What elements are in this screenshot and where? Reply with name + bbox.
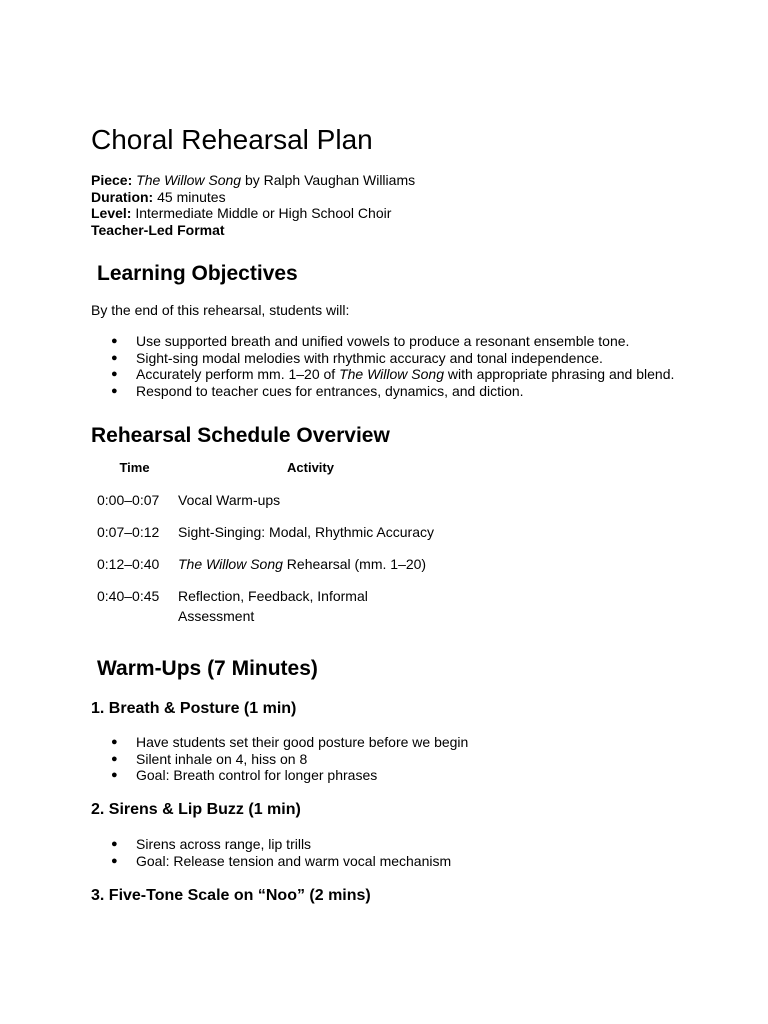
- warmup-list-breath: [91, 734, 468, 784]
- list-item: ● Goal: Breath control for longer phrases: [111, 767, 378, 783]
- meta-duration: Duration: 45 minutes: [91, 188, 226, 205]
- meta-format: Teacher-Led Format: [91, 221, 225, 238]
- warmup-section-title: 2. Sirens & Lip Buzz (1 min): [91, 801, 301, 818]
- warmups-heading: Warm-Ups (7 Minutes): [97, 657, 318, 680]
- document-title: Choral Rehearsal Plan: [91, 124, 373, 155]
- column-header-activity: Activity: [287, 459, 334, 475]
- table-row: 0:07–0:12 Sight-Singing: Modal, Rhythmic Accuracy: [97, 524, 434, 540]
- warmup-list-sirens: [91, 836, 451, 869]
- meta-level: Level: Intermediate Middle or High School Choir: [91, 205, 392, 221]
- schedule-heading: Rehearsal Schedule Overview: [91, 424, 390, 447]
- table-row: 0:00–0:07 Vocal Warm-ups: [97, 492, 281, 508]
- list-item: ● Accurately perform mm. 1–20 of The Willow Song with appropriate phrasing and blend.: [111, 366, 675, 382]
- objectives-heading: Learning Objectives: [97, 262, 298, 285]
- objectives-intro: By the end of this rehearsal, students will:: [91, 302, 350, 318]
- list-item: ● Sirens across range, lip trills: [111, 836, 312, 852]
- meta-piece: Piece: The Willow Song by Ralph Vaughan Williams: [91, 172, 416, 188]
- list-item: ● Goal: Release tension and warm vocal mechanism: [111, 852, 452, 869]
- column-header-time: Time: [119, 459, 150, 475]
- warmup-section-title: 3. Five-Tone Scale on “Noo” (2 mins): [91, 887, 371, 904]
- table-header-row: [91, 456, 443, 478]
- plan-metadata: [91, 172, 415, 238]
- table-row: 0:40–0:45 Reflection, Feedback, Informal Assessment: [97, 588, 368, 624]
- schedule-table: [91, 456, 443, 626]
- objectives-list: [91, 333, 674, 399]
- list-item: ● Silent inhale on 4, hiss on 8: [111, 750, 308, 767]
- list-item: ● Respond to teacher cues for entrances, dynamics, and diction.: [111, 382, 524, 399]
- list-item: ● Use supported breath and unified vowels to produce a resonant ensemble tone.: [111, 333, 630, 349]
- list-item: ● Have students set their good posture before we begin: [111, 734, 469, 750]
- table-row: 0:12–0:40 The Willow Song Rehearsal (mm. 1–20): [97, 556, 427, 572]
- warmup-section-title: 1. Breath & Posture (1 min): [91, 700, 297, 717]
- list-item: ● Sight-sing modal melodies with rhythmic accuracy and tonal independence.: [111, 349, 603, 366]
